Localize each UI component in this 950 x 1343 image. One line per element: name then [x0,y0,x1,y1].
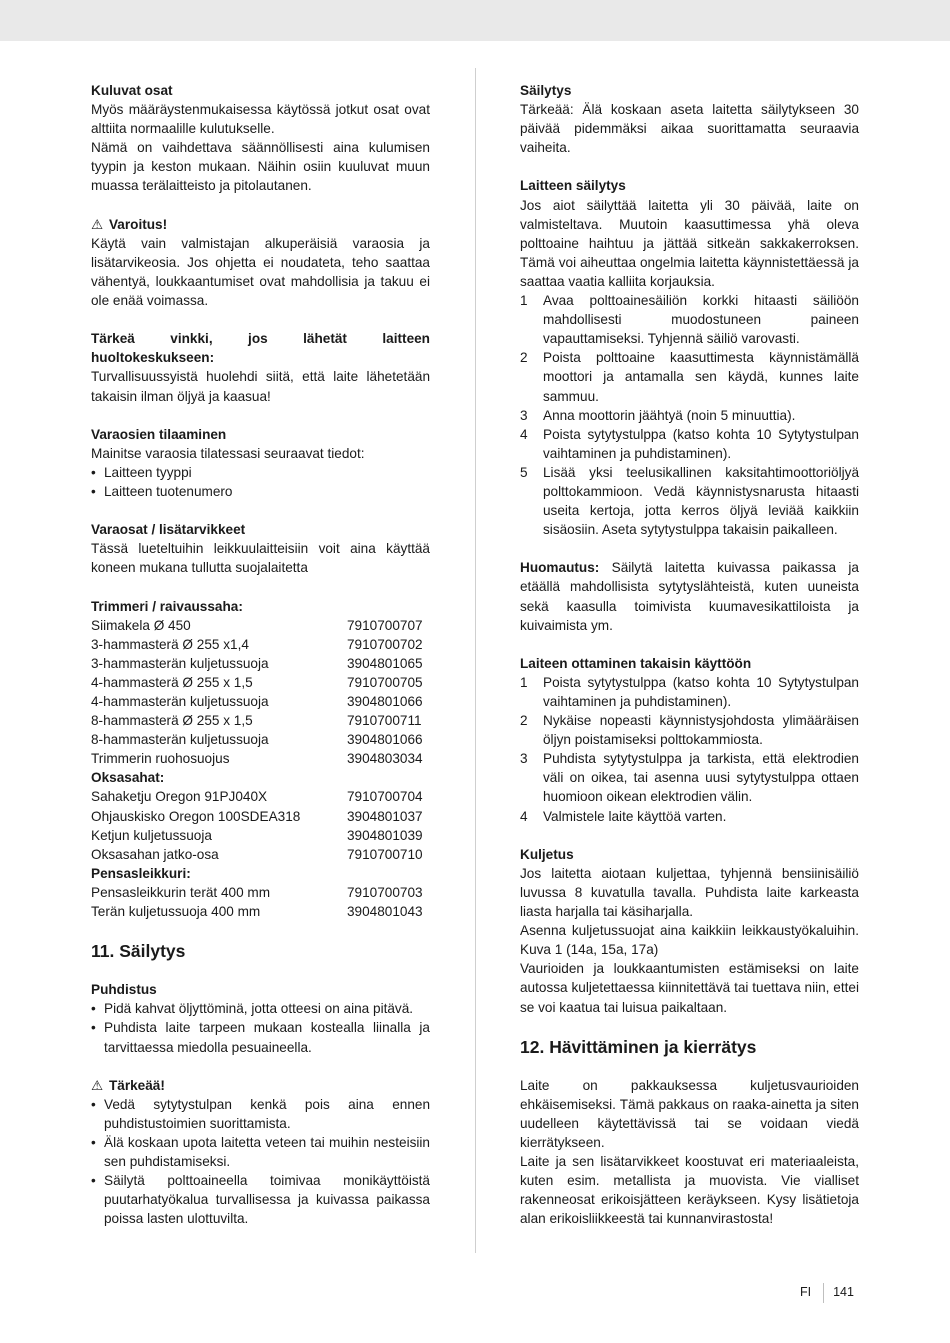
device-storage-steps [520,291,859,539]
wear-parts-text-2: Nämä on vaihdettava säännöllisesti aina kulumisen tyypin ja keston mukaan. Näihin osiin kuuluvat muun muassa terälaitteisto ja pitolautanen. [91,140,430,194]
part-code: 3904801066 [347,732,423,748]
language-code: FI [800,1285,812,1300]
section-11-title: 11. Säilytys [91,941,186,962]
part-name: Ketjun kuljetussuoja [91,827,212,843]
part-name: Ohjauskisko Oregon 100SDEA318 [91,808,301,824]
part-code: 3904801065 [347,655,423,671]
trimmer-heading: Trimmeri / raivaussaha: [91,598,243,614]
disposal-section [520,1076,859,1229]
part-name: 8-hammasterä Ø 255 x 1,5 [91,713,253,729]
part-code: 7910700704 [347,789,423,805]
part-name: 8-hammasterän kuljetussuoja [91,732,269,748]
part-code: 3904801039 [347,827,423,843]
transport-text-2: Asenna kuljetussuojat aina kaikkiin leikkaustyökaluihin. Kuva 1 (14a, 15a, 17a) [520,923,859,958]
part-code: 7910700710 [347,846,423,862]
ordering-text: Mainitse varaosia tilatessasi seuraavat tiedot: [91,445,365,461]
parts-row [91,883,430,902]
device-storage-heading: Laitteen säilytys [520,178,626,194]
parts-row [91,845,430,864]
part-code: 7910700711 [347,713,422,729]
service-tip-heading: Tärkeä vinkki, jos lähetät laitteen huoltokeskukseen: [91,331,430,366]
warning-section [91,215,430,310]
recommission-section [520,654,859,826]
transport-text-3: Vaurioiden ja loukkaantumisten estämiseksi on laite autossa kuljetettaessa kiinnitettävä tai tuettava niin, ettei se voi kaatua tai luisua paikaltaan. [520,961,859,1015]
footer-divider [823,1283,824,1303]
parts-row [91,730,430,749]
storage-text: Tärkeää: Älä koskaan aseta laitetta säilytykseen 30 päivää pidemmäksi aikaa suorittamatta seuraavia vaiheita. [520,102,859,156]
list-item: 3 Anna moottorin jäähtyä (noin 5 minuuttia). [520,407,796,423]
parts-row [91,635,430,654]
parts-list [91,597,430,922]
list-item: 1 Poista sytytystulppa (katso kohta 10 Sytytystulpan vaihtaminen ja puhdistaminen). [520,674,859,709]
list-item: 2 Nykäise nopeasti käynnistysjohdosta ylimääräisen öljyn poistamiseksi polttokammiosta. [520,713,859,748]
cleaning-heading: Puhdistus [91,982,157,998]
list-item: 4 Valmistele laite käyttöä varten. [520,808,727,824]
part-code: 7910700703 [347,884,423,900]
ordering-section [91,425,430,501]
parts-row [91,902,430,921]
list-item: • Säilytä polttoaineella toimivaa monikäyttöistä puutarhatyökalua turvallisessa ja kuivassa paikassa poissa lasten ulottuvilta. [91,1171,430,1228]
accessories-text: Tässä lueteltuihin leikkuulaitteisiin voit aina käyttää koneen mukana tullutta suojalaitetta [91,541,430,576]
warning-heading [91,215,430,234]
part-name: Sahaketju Oregon 91PJ040X [91,789,268,805]
recommission-heading: Laiteen ottaminen takaisin käyttöön [520,655,752,671]
right-column [520,81,859,1248]
part-code: 7910700705 [347,674,423,690]
device-storage-text: Jos aiot säilyttää laitetta yli 30 päivää, laite on valmisteltava. Muutoin kaasuttimessa yhä oleva polttoaine haihtuu ja jättää sitkeän sakkakerroksen. Tämä voi aiheuttaa ongelmia laitetta käynnistettäessä ja saattaa vaatia kalliita korjauksia. [520,197,859,289]
cleaning-section [91,980,430,1056]
list-item: • Vedä sytytystulpan kenkä pois aina ennen puhdistustoimien suorittamista. [91,1095,430,1133]
parts-row [91,711,430,730]
ordering-list [91,463,430,501]
part-name: Trimmerin ruohosuojus [91,751,230,767]
warning-text: Käytä vain valmistajan alkuperäisiä varaosia ja lisätarvikeosia. Jos ohjetta ei noudateta, teho saattaa vähentyä, loukkaantumiset ovat mahdollisia ja takuu ei ole enää voimassa. [91,235,430,309]
part-code: 7910700702 [347,636,423,652]
warning-triangle-icon: ⚠ [91,216,104,232]
part-name: Siimakela Ø 450 [91,617,191,633]
parts-row [91,654,430,673]
parts-row [91,807,430,826]
important-heading-text: Tärkeää! [108,1077,165,1093]
part-name: 3-hammasterä Ø 255 x1,4 [91,636,249,652]
parts-row [91,673,430,692]
storage-intro-section [520,81,859,157]
ordering-heading: Varaosien tilaaminen [91,426,227,442]
page-footer [800,1283,854,1303]
device-storage-section [520,176,859,539]
note-section [520,558,859,634]
transport-section [520,845,859,1017]
column-divider [475,68,476,1253]
part-name: 3-hammasterän kuljetussuoja [91,655,269,671]
accessories-section [91,520,430,577]
part-name: Pensasleikkurin terät 400 mm [91,884,271,900]
note-label: Huomautus: [520,560,600,576]
parts-row [91,749,430,768]
part-name: Terän kuljetussuoja 400 mm [91,904,261,920]
wear-parts-text: Myös määräystenmukaisessa käytössä jotkut osat ovat alttiita normaalille kulutukselle. [91,102,430,137]
pruning-saw-heading: Oksasahat: [91,770,165,786]
parts-row [91,616,430,635]
part-name: 4-hammasterän kuljetussuoja [91,694,269,709]
hedge-trimmer-heading: Pensasleikkuri: [91,865,191,881]
transport-heading: Kuljetus [520,846,574,862]
list-item: • Pidä kahvat öljyttöminä, jotta otteesi on aina pitävä. [91,999,430,1018]
accessories-heading: Varaosat / lisätarvikkeet [91,522,246,538]
important-list [91,1095,430,1229]
note-text: Säilytä laitetta kuivassa paikassa ja etäällä mahdollisista sytytyslähteistä, kuten uuneista sekä kaasulla toimivista kuumavesikattiloista ja kuivaimista ym. [520,560,859,633]
warning-triangle-icon: ⚠ [91,1077,104,1093]
list-item: 5 Lisää yksi teelusikallinen kaksitahtimoottoriöljyä polttokammioon. Vedä käynnistysnarusta hitaasti useita kertoja, jotta kerros öljyä leviää kaikkiin sisäosiin. Aseta sytytystulppa takaisin paikalleen. [520,464,859,538]
wear-parts-heading: Kuluvat osat [91,83,173,98]
part-code: 3904801043 [347,904,423,920]
important-section [91,1076,430,1229]
list-item: • Laitteen tyyppi [91,463,430,482]
top-bar [0,0,950,41]
list-item: 2 Poista polttoaine kaasuttimesta käynnistämällä moottori ja antamalla sen käydä, kunnes laite sammuu. [520,350,859,404]
part-code: 3904801066 [347,694,423,709]
list-item: • Laitteen tuotenumero [91,482,430,501]
part-name: 4-hammasterä Ø 255 x 1,5 [91,674,253,690]
part-name: Oksasahan jatko-osa [91,846,219,862]
storage-heading: Säilytys [520,83,572,98]
section-12-title: 12. Hävittäminen ja kierrätys [520,1036,757,1057]
part-code: 3904801037 [347,808,423,824]
parts-row [91,787,430,806]
cleaning-list [91,999,430,1056]
parts-row [91,692,430,711]
left-column [91,81,430,1248]
page-number: 141 [833,1285,854,1300]
transport-text: Jos laitetta aiotaan kuljettaa, tyhjennä bensiinisäiliö luvussa 8 kuvatulla tavalla. Puhdista laite karkeasta liasta harjalla tai käsiharjalla. [520,865,859,920]
recommission-steps [520,673,859,826]
warning-heading-text: Varoitus! [108,216,168,232]
list-item: 1 Avaa polttoainesäiliön korkki hitaasti säiliöön mahdollisesti muodostuneen paineen vapauttamiseksi. Tyhjennä säiliö varovasti. [520,293,859,347]
wear-parts-section [91,81,430,196]
list-item: • Puhdista laite tarpeen mukaan kostealla liinalla ja tarvittaessa miedolla pesuaineella. [91,1018,430,1056]
disposal-text: Laite on pakkauksessa kuljetusvaurioiden ehkäisemiseksi. Tämä pakkaus on raaka-ainetta ja siten uudelleen käytettävissä tai se voidaan viedä kierrätykseen. [520,1077,859,1150]
list-item: • Älä koskaan upota laitetta veteen tai muihin nesteisiin sen puhdistamiseksi. [91,1133,430,1171]
service-tip-section [91,329,430,405]
list-item: 3 Puhdista sytytystulppa ja tarkista, että elektrodien väli on oikea, tai asenna uusi sytytystulppa ottaen huomioon oikean elektrodien välin. [520,751,859,805]
parts-row [91,826,430,845]
part-code: 7910700707 [347,617,423,633]
part-code: 3904803034 [347,751,423,767]
important-heading [91,1076,430,1095]
list-item: 4 Poista sytytystulppa (katso kohta 10 Sytytystulpan vaihtaminen ja puhdistaminen). [520,426,859,461]
disposal-text-2: Laite ja sen lisätarvikkeet koostuvat eri materiaaleista, kuten esim. metallista ja muovista. Vie vialliset rakenneosat erikoisjätteen keräykseen. Kysy lisätietoja alan erikoisliikkeestä tai kunnanvirastosta! [520,1154,859,1227]
service-tip-text: Turvallisuussyistä huolehdi siitä, että laite lähetetään takaisin ilman öljyä ja kaasua! [91,369,430,404]
